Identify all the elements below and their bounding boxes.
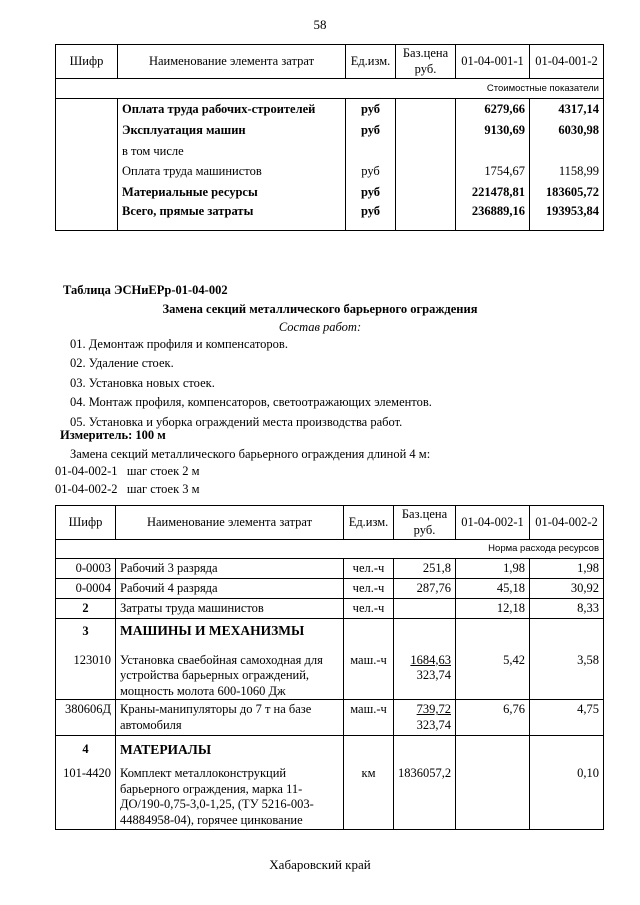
- row-value-1: 221478,81: [456, 183, 530, 204]
- row-name: Эксплуатация машин: [118, 121, 346, 142]
- row-value-2: 3,58: [530, 645, 604, 700]
- variant-code: 01-04-002-1: [55, 464, 118, 478]
- header-col2: 01-04-001-2: [530, 45, 604, 79]
- row-name: Оплата труда машинистов: [118, 162, 346, 183]
- row-value-2: 8,33: [530, 599, 604, 619]
- variant-code: 01-04-002-2: [55, 482, 118, 496]
- section-row: [56, 619, 604, 645]
- table-row: [56, 142, 604, 162]
- price-bottom: 323,74: [416, 668, 451, 683]
- section-code: 4: [56, 736, 116, 764]
- table-row: [56, 204, 604, 231]
- row-value-1: [456, 764, 530, 830]
- row-name: Оплата труда рабочих-строителей: [118, 99, 346, 121]
- header-name: Наименование элемента затрат: [118, 45, 346, 79]
- row-value-2: 6030,98: [530, 121, 604, 142]
- variant-2: [55, 482, 200, 497]
- description: Замена секций металлического барьерного ограждения длиной 4 м:: [70, 447, 431, 461]
- page-number: 58: [313, 17, 327, 32]
- list-item: 02. Удаление стоек.: [70, 356, 174, 371]
- row-price: [394, 700, 456, 736]
- row-unit: маш.-ч: [344, 645, 394, 700]
- section-name: МАТЕРИАЛЫ: [116, 736, 344, 764]
- row-price: [394, 645, 456, 700]
- table-title: Таблица ЭСНиЕРр-01-04-002: [63, 283, 228, 297]
- header-code: Шифр: [56, 506, 116, 540]
- measure: Измеритель: 100 м: [60, 428, 166, 442]
- row-value-2: 30,92: [530, 579, 604, 599]
- row-value-1: 5,42: [456, 645, 530, 700]
- table-subtitle: Замена секций металлического барьерного ограждения: [162, 302, 478, 316]
- section-label: Норма расхода ресурсов: [56, 540, 604, 559]
- works-list: [70, 335, 432, 432]
- table-row: [56, 99, 604, 121]
- cost-indicators-table: [55, 44, 604, 231]
- row-value-1: 45,18: [456, 579, 530, 599]
- variant-1: [55, 464, 200, 479]
- works-title: Состав работ:: [278, 320, 362, 334]
- row-value-1: 1754,67: [456, 162, 530, 183]
- header-unit: Ед.изм.: [344, 506, 394, 540]
- section-row: [56, 736, 604, 764]
- table-row: [56, 764, 604, 830]
- table-row: [56, 599, 604, 619]
- row-unit: км: [344, 764, 394, 830]
- price-top: 739,72: [416, 702, 451, 717]
- header-col1: 01-04-001-1: [456, 45, 530, 79]
- row-code: 101-4420: [56, 764, 116, 830]
- row-code: 123010: [56, 645, 116, 700]
- section-label: Стоимостные показатели: [56, 79, 604, 99]
- section-code: 3: [56, 619, 116, 645]
- row-unit: маш.-ч: [344, 700, 394, 736]
- section-name: МАШИНЫ И МЕХАНИЗМЫ: [116, 619, 344, 645]
- table-row: [56, 121, 604, 142]
- row-code: 2: [56, 599, 116, 619]
- row-value-2: 193953,84: [530, 204, 604, 231]
- row-value-2: 183605,72: [530, 183, 604, 204]
- row-unit: чел.-ч: [344, 559, 394, 579]
- header-base-price: Баз.цена руб.: [394, 506, 456, 540]
- row-name: Установка сваебойная самоходная для устройства барьерных ограждений, мощность молота 600-1060 Дж: [116, 645, 344, 700]
- row-unit: руб: [346, 99, 396, 121]
- row-value-1: 9130,69: [456, 121, 530, 142]
- table-header-row: [56, 506, 604, 540]
- table-row: [56, 559, 604, 579]
- row-name: в том числе: [118, 142, 346, 162]
- row-unit: руб: [346, 183, 396, 204]
- row-code: 380606Д: [56, 700, 116, 736]
- row-name: Краны-манипуляторы до 7 т на базе автомобиля: [116, 700, 344, 736]
- row-price: 251,8: [394, 559, 456, 579]
- row-price: 1836057,2: [394, 764, 456, 830]
- price-bottom: 323,74: [416, 718, 451, 732]
- row-value-2: 1,98: [530, 559, 604, 579]
- header-col1: 01-04-002-1: [456, 506, 530, 540]
- header-unit: Ед.изм.: [346, 45, 396, 79]
- row-name: Всего, прямые затраты: [118, 204, 346, 231]
- footer: Хабаровский край: [269, 857, 371, 872]
- row-code: 0-0004: [56, 579, 116, 599]
- row-unit: чел.-ч: [344, 579, 394, 599]
- row-unit: руб: [346, 204, 396, 231]
- variant-text: шаг стоек 3 м: [126, 482, 200, 496]
- row-value-1: 6279,66: [456, 99, 530, 121]
- header-col2: 01-04-002-2: [530, 506, 604, 540]
- resource-norms-table: [55, 505, 604, 830]
- row-value-2: 4317,14: [530, 99, 604, 121]
- row-name: Рабочий 3 разряда: [116, 559, 344, 579]
- table-header-row: [56, 45, 604, 79]
- table-row: [56, 700, 604, 736]
- table-row: [56, 579, 604, 599]
- table-row: [56, 645, 604, 700]
- list-item: 05. Установка и уборка ограждений места производства работ.: [70, 414, 403, 429]
- row-name: Затраты труда машинистов: [116, 599, 344, 619]
- header-code: Шифр: [56, 45, 118, 79]
- table-row: [56, 162, 604, 183]
- list-item: 03. Установка новых стоек.: [70, 375, 215, 390]
- row-name: Материальные ресурсы: [118, 183, 346, 204]
- row-value-1: 6,76: [456, 700, 530, 736]
- list-item: 04. Монтаж профиля, компенсаторов, светоотражающих элементов.: [70, 395, 432, 410]
- header-name: Наименование элемента затрат: [116, 506, 344, 540]
- row-unit: руб: [346, 162, 396, 183]
- row-price: 287,76: [394, 579, 456, 599]
- row-unit: чел.-ч: [344, 599, 394, 619]
- row-unit: руб: [346, 121, 396, 142]
- row-value-2: 4,75: [530, 700, 604, 736]
- row-code: 0-0003: [56, 559, 116, 579]
- row-value-1: 236889,16: [456, 204, 530, 231]
- row-name: Рабочий 4 разряда: [116, 579, 344, 599]
- row-value-2: 0,10: [530, 764, 604, 830]
- price-top: 1684,63: [410, 652, 451, 667]
- list-item: 01. Демонтаж профиля и компенсаторов.: [70, 337, 288, 351]
- header-base-price: Баз.цена руб.: [396, 45, 456, 79]
- row-value-1: 12,18: [456, 599, 530, 619]
- row-value-1: 1,98: [456, 559, 530, 579]
- table-row: [56, 183, 604, 204]
- row-value-2: 1158,99: [530, 162, 604, 183]
- variant-text: шаг стоек 2 м: [126, 464, 200, 478]
- row-name: Комплект металлоконструкций барьерного ограждения, марка 11-ДО/190-0,75-3,0-1,25, (ТУ 5216-003-44884958-04), горячее цинкование: [116, 764, 344, 830]
